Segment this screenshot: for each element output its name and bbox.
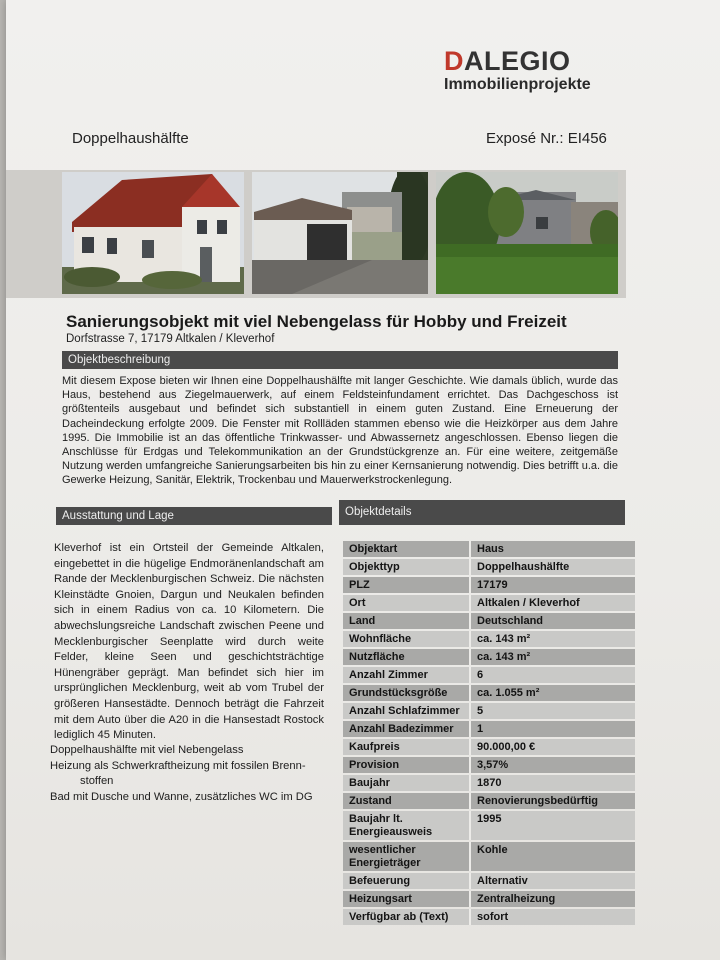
details-value: ca. 143 m² [471, 649, 635, 665]
feature-item: Heizung als Schwerkraftheizung mit fossilen Brenn- [50, 759, 306, 772]
features-list [50, 743, 340, 805]
details-key: Befeuerung [343, 873, 471, 889]
feature-item: stoffen [80, 775, 114, 788]
details-value: ca. 143 m² [471, 631, 635, 647]
details-key: Land [343, 613, 471, 629]
details-row [343, 891, 635, 907]
details-key: Objektart [343, 541, 471, 557]
details-value: sofort [471, 909, 635, 925]
details-row [343, 909, 635, 925]
details-key: Anzahl Badezimmer [343, 721, 471, 737]
section-header-details: Objektdetails [339, 500, 625, 525]
details-row [343, 739, 635, 755]
details-row [343, 667, 635, 683]
details-value: Doppelhaushälfte [471, 559, 635, 575]
listing-address: Dorfstrasse 7, 17179 Altkalen / Kleverhof [66, 333, 275, 345]
details-row [343, 721, 635, 737]
details-key: Baujahr [343, 775, 471, 791]
details-value: Zentralheizung [471, 891, 635, 907]
expose-number: Exposé Nr.: EI456 [486, 130, 607, 147]
description-text: Mit diesem Expose bieten wir Ihnen eine Doppelhaushälfte mit langer Geschichte. Wie damals üblich, wurde das Haus, bestehend aus Ziegelmauerwerk, auf einem Feldsteinfundament errichtet. Das Dachgeschoss ist größtenteils ausgebaut und befindet sich substantiell in einem guten Zustand. Eine Erneuerung der Dacheindeckung erfolgte 2009. Die Fenster mit Rollläden stammen ebenso wie die Heizkörper aus dem Jahre 1995. Die Immobilie ist an das öffentliche Trinkwasser- und Abwassernetz angeschlossen. Ebenso liegen die Anschlüsse für Erdgas und Telekommunikation an der Grundstückgrenze an. Für eine weitere, zeitgemäße Nutzung werden umfangreiche Sanierungsarbeiten bis hin zu einer Kernsanierung notwendig. Dies betrifft u.a. die Gewerke Heizung, Sanitär, Elektrik, Trockenbau und Mauerwerkstrockenlegung. [62, 375, 618, 487]
details-row [343, 703, 635, 719]
details-row [343, 577, 635, 593]
details-row [343, 811, 635, 840]
details-key: wesentlicher Energieträger [343, 842, 471, 871]
details-row [343, 595, 635, 611]
details-value: 6 [471, 667, 635, 683]
house-photo [62, 172, 244, 294]
details-key: Provision [343, 757, 471, 773]
details-value: Kohle [471, 842, 635, 871]
details-key: Kaufpreis [343, 739, 471, 755]
details-value: 3,57% [471, 757, 635, 773]
details-row [343, 775, 635, 791]
location-text: Kleverhof ist ein Ortsteil der Gemeinde Altkalen, eingebettet in die hügelige Endmoränenlandschaft am Rande der Mecklenburgischen Schweiz. Die nächsten Kleinstädte Gnoien, Dargun und Neukalen befinden sich in einem Radius von ca. 10 Kilometern. Die abwechslungsreiche Landschaft zwischen Peene und Mecklenburgischer Seenplatte wird durch weite Felder, kleine Seen und geschichtsträchtige Hünengräber geprägt. Man befindet sich hier im ursprünglichen Mecklenburg, weit ab vom Trubel der größeren Hansestädte. Dennoch beträgt die Fahrzeit mit dem Auto über die A20 in die Hansestadt Rostock lediglich 45 Minuten. [54, 542, 324, 742]
details-value: ca. 1.055 m² [471, 685, 635, 701]
details-row [343, 541, 635, 557]
details-value: Altkalen / Kleverhof [471, 595, 635, 611]
details-row [343, 757, 635, 773]
expose-page [6, 0, 720, 960]
details-key: PLZ [343, 577, 471, 593]
details-key: Nutzfläche [343, 649, 471, 665]
details-key: Baujahr lt. Energieausweis [343, 811, 471, 840]
details-value: Haus [471, 541, 635, 557]
details-row [343, 685, 635, 701]
details-key: Zustand [343, 793, 471, 809]
details-value: 1870 [471, 775, 635, 791]
feature-item: Bad mit Dusche und Wanne, zusätzliches WC im DG [50, 790, 313, 803]
details-value: 5 [471, 703, 635, 719]
details-value: 17179 [471, 577, 635, 593]
details-value: Renovierungsbedürftig [471, 793, 635, 809]
details-row [343, 873, 635, 889]
details-value: 1995 [471, 811, 635, 840]
details-key: Anzahl Schlafzimmer [343, 703, 471, 719]
details-key: Verfügbar ab (Text) [343, 909, 471, 925]
listing-title: Sanierungsobjekt mit viel Nebengelass für Hobby und Freizeit [66, 312, 567, 331]
details-table [343, 541, 635, 927]
section-header-description: Objektbeschreibung [62, 351, 618, 369]
details-key: Objekttyp [343, 559, 471, 575]
feature-item: Doppelhaushälfte mit viel Nebengelass [50, 744, 244, 756]
details-key: Ort [343, 595, 471, 611]
details-row [343, 793, 635, 809]
document-type: Doppelhaushälfte [72, 130, 189, 147]
details-value: Deutschland [471, 613, 635, 629]
details-key: Wohnfläche [343, 631, 471, 647]
details-value: 90.000,00 € [471, 739, 635, 755]
details-value: 1 [471, 721, 635, 737]
brand-logo: DALEGIO [444, 46, 571, 76]
details-value: Alternativ [471, 873, 635, 889]
details-row [343, 842, 635, 871]
details-key: Anzahl Zimmer [343, 667, 471, 683]
details-key: Grundstücksgröße [343, 685, 471, 701]
brand-tagline: Immobilienprojekte [444, 76, 591, 93]
details-key: Heizungsart [343, 891, 471, 907]
details-row [343, 613, 635, 629]
garden-photo [436, 172, 618, 294]
section-header-equipment: Ausstattung und Lage [56, 507, 332, 525]
details-row [343, 559, 635, 575]
details-row [343, 631, 635, 647]
garage-photo [252, 172, 428, 294]
details-row [343, 649, 635, 665]
